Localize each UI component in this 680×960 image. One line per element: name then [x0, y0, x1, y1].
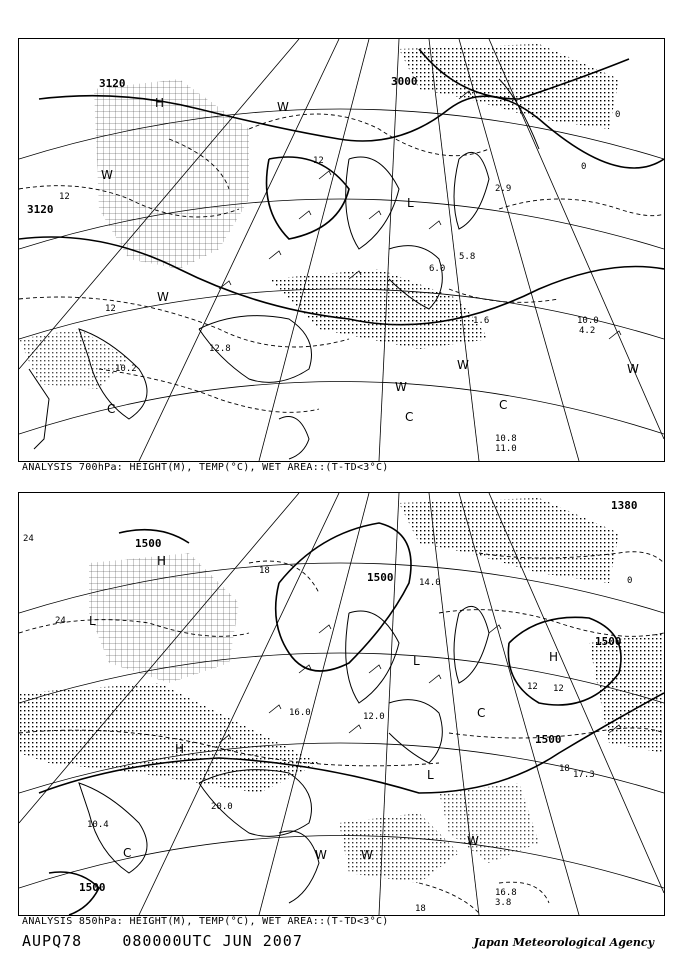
agency-name: Japan Meteorological Agency [473, 936, 654, 949]
low-pressure-center: L [407, 196, 414, 210]
station-value: 12.8 [209, 344, 231, 354]
caption-850hpa: ANALYSIS 850hPa: HEIGHT(M), TEMP(°C), WET AREA::(T-TD<3°C) [22, 916, 389, 927]
chart-identifier [22, 932, 303, 950]
isotherm [419, 883, 479, 913]
station-value: 17.3 [573, 770, 595, 780]
wind-barb [299, 211, 311, 219]
isotherm [499, 199, 664, 216]
contour-label: 12 [527, 682, 538, 692]
isotherm [439, 610, 664, 637]
warm-center: W [395, 380, 407, 394]
station-value: 16.0 [289, 708, 311, 718]
contour-label: 0 [581, 162, 587, 172]
wet-area [399, 44, 619, 129]
wet-area [269, 269, 489, 349]
station-value: 3.8 [495, 898, 512, 908]
contour-label: 18 [559, 764, 570, 774]
contour-label: 0 [615, 110, 621, 120]
station-value: 10.2 [115, 364, 137, 374]
caption-700hpa: ANALYSIS 700hPa: HEIGHT(M), TEMP(°C), WET AREA::(T-TD<3°C) [22, 462, 389, 473]
wind-barb [219, 281, 231, 289]
contour-label: 0 [627, 576, 633, 586]
isotherm [249, 114, 489, 156]
wet-area [589, 633, 664, 753]
contour-label: 1380 [611, 499, 638, 512]
high-pressure-center: H [549, 650, 559, 664]
wind-barb [609, 331, 621, 339]
coastline [454, 606, 489, 683]
station-value: 11.0 [495, 444, 517, 454]
contour-label: 1500 [535, 733, 562, 746]
low-pressure-center: L [413, 654, 420, 668]
chart-700hpa [18, 38, 665, 462]
station-value: 14.0 [419, 578, 441, 588]
warm-center: W [627, 362, 639, 376]
wet-area [89, 553, 239, 683]
cold-center: C [107, 402, 116, 416]
station-value: 10.8 [495, 434, 517, 444]
isotherm [449, 289, 559, 302]
cold-center: C [477, 706, 486, 720]
wet-area [94, 79, 249, 269]
meridian-line [259, 39, 369, 461]
station-value: 2.9 [495, 184, 512, 194]
contour-label: 12 [313, 156, 324, 166]
warm-center: W [457, 358, 469, 372]
cold-center: C [123, 846, 132, 860]
cold-center: C [405, 410, 414, 424]
contour-label: 3000 [391, 75, 418, 88]
contour-label: 12 [59, 192, 70, 202]
wind-barb [489, 625, 501, 633]
wind-barb [319, 171, 331, 179]
wet-area [19, 329, 129, 389]
chart-850hpa [18, 492, 665, 916]
cold-center: C [499, 398, 508, 412]
contour-label: 12 [105, 304, 116, 314]
chart-datetime: 080000UTC JUN 2007 [122, 932, 303, 950]
wet-area [339, 813, 459, 883]
isotherm [99, 369, 319, 412]
wind-barb [269, 705, 281, 713]
high-pressure-center: H [155, 96, 165, 110]
warm-center: W [315, 848, 327, 862]
contour-label: 1500 [135, 537, 162, 550]
station-value: 10.4 [87, 820, 109, 830]
contour-label: 1500 [367, 571, 394, 584]
station-value: 16.8 [495, 888, 517, 898]
map-700hpa [19, 39, 664, 461]
chart-code: AUPQ78 [22, 932, 83, 950]
wind-barb [429, 221, 441, 229]
station-value: 5.8 [459, 252, 476, 262]
contour-label: 24 [55, 616, 66, 626]
wind-barb [369, 665, 381, 673]
contour-label: 3120 [99, 77, 126, 90]
low-pressure-center: L [89, 614, 96, 628]
warm-center: W [467, 834, 479, 848]
wind-barb [369, 211, 381, 219]
warm-center: W [157, 290, 169, 304]
coastline [454, 152, 489, 229]
contour-label: 24 [23, 534, 34, 544]
warm-center: W [101, 168, 113, 182]
station-value: 4.2 [579, 326, 596, 336]
high-pressure-center: H [175, 742, 185, 756]
wind-barb [269, 251, 281, 259]
contour-label: 1500 [79, 881, 106, 894]
wind-barb [349, 725, 361, 733]
high-pressure-center: H [157, 554, 167, 568]
contour-label: 18 [259, 566, 270, 576]
station-value: 20.0 [211, 802, 233, 812]
coastline [279, 831, 319, 903]
contour-label: 12 [553, 684, 564, 694]
wind-barb [319, 625, 331, 633]
contour-label: 1500 [595, 635, 622, 648]
station-value: 6.0 [429, 264, 446, 274]
station-value: 10.0 [577, 316, 599, 326]
map-850hpa [19, 493, 664, 915]
station-value: 12.0 [363, 712, 385, 722]
contour-label: 3120 [27, 203, 54, 216]
coastline [389, 700, 442, 763]
warm-center: W [277, 100, 289, 114]
height-contour [276, 523, 411, 671]
station-value: 1.6 [473, 316, 490, 326]
contour-label: 18 [415, 904, 426, 914]
meridian-line [379, 39, 399, 461]
coastline [279, 417, 309, 460]
wet-area [399, 498, 619, 583]
meridian-line [429, 39, 479, 461]
height-contour [267, 157, 350, 239]
low-pressure-center: L [427, 768, 434, 782]
warm-center: W [361, 848, 373, 862]
wind-barb [429, 675, 441, 683]
